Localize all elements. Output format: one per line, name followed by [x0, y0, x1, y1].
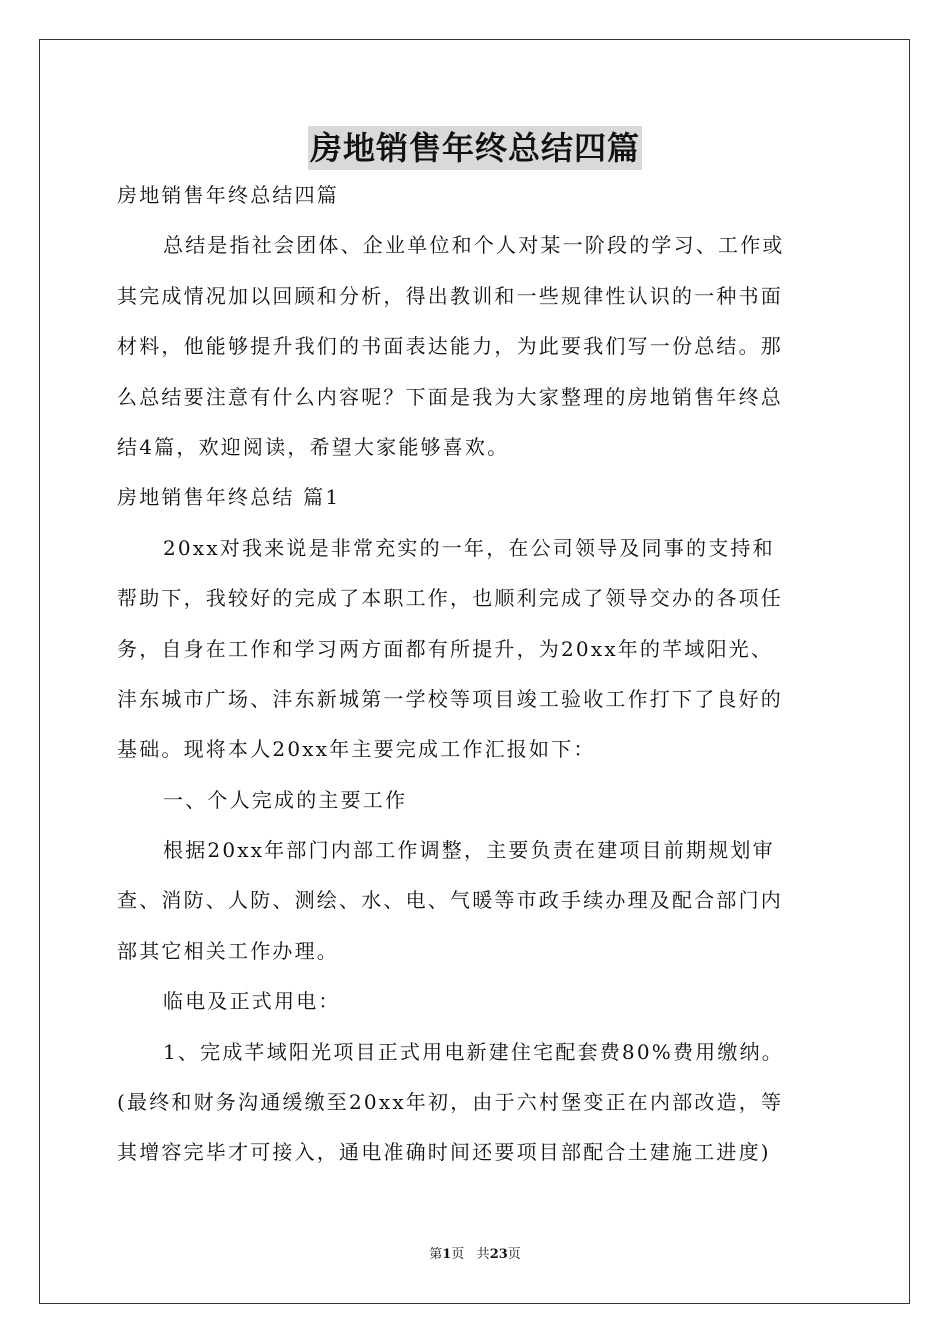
text-line: 房地销售年终总结四篇	[117, 183, 339, 207]
text-line: 基础。现将本人20xx年主要完成工作汇报如下：	[117, 737, 596, 762]
text-line: 查、消防、人防、测绘、水、电、气暖等市政手续办理及配合部门内	[117, 888, 783, 913]
text-line: 总结是指社会团体、企业单位和个人对某一阶段的学习、工作或	[163, 233, 785, 258]
title-container	[0, 126, 950, 170]
text-line: 沣东城市广场、沣东新城第一学校等项目竣工验收工作打下了良好的	[117, 686, 783, 711]
text-line: 么总结要注意有什么内容呢？下面是我为大家整理的房地销售年终总	[117, 384, 783, 409]
footer-page-prefix: 第	[429, 1247, 443, 1262]
text-line: 临电及正式用电：	[163, 989, 341, 1014]
text-line: 务，自身在工作和学习两方面都有所提升，为20xx年的芊域阳光、	[117, 636, 774, 661]
text-line: 其增容完毕才可接入，通电准确时间还要项目部配合土建施工进度)	[117, 1140, 771, 1165]
text-line: 1、完成芊域阳光项目正式用电新建住宅配套费80%费用缴纳。	[163, 1039, 784, 1064]
text-line: 材料，他能够提升我们的书面表达能力，为此要我们写一份总结。那	[117, 334, 783, 359]
footer-total-unit: 页	[507, 1247, 521, 1262]
text-line: 根据20xx年部门内部工作调整，主要负责在建项目前期规划审	[163, 838, 775, 863]
text-line: 一、个人完成的主要工作	[163, 787, 408, 812]
text-line: 部其它相关工作办理。	[117, 938, 339, 963]
text-line: 帮助下，我较好的完成了本职工作，也顺利完成了领导交办的各项任	[117, 586, 783, 611]
text-line: 结4篇，欢迎阅读，希望大家能够喜欢。	[117, 434, 510, 459]
footer-page-total: 23	[489, 1247, 508, 1262]
page-footer	[0, 1246, 950, 1264]
footer-page-unit: 页	[451, 1247, 465, 1262]
footer-total-prefix: 共	[476, 1247, 490, 1262]
text-line: 其完成情况加以回顾和分析，得出教训和一些规律性认识的一种书面	[117, 283, 783, 308]
text-line: 20xx对我来说是非常充实的一年，在公司领导及同事的支持和	[163, 535, 775, 560]
document-title: 房地销售年终总结四篇	[308, 126, 642, 170]
text-line: (最终和财务沟通缓缴至20xx年初，由于六村堡变正在内部改造，等	[117, 1090, 784, 1115]
footer-page-current: 1	[442, 1247, 452, 1262]
document-body	[117, 182, 833, 1190]
text-line: 房地销售年终总结 篇1	[117, 485, 341, 510]
